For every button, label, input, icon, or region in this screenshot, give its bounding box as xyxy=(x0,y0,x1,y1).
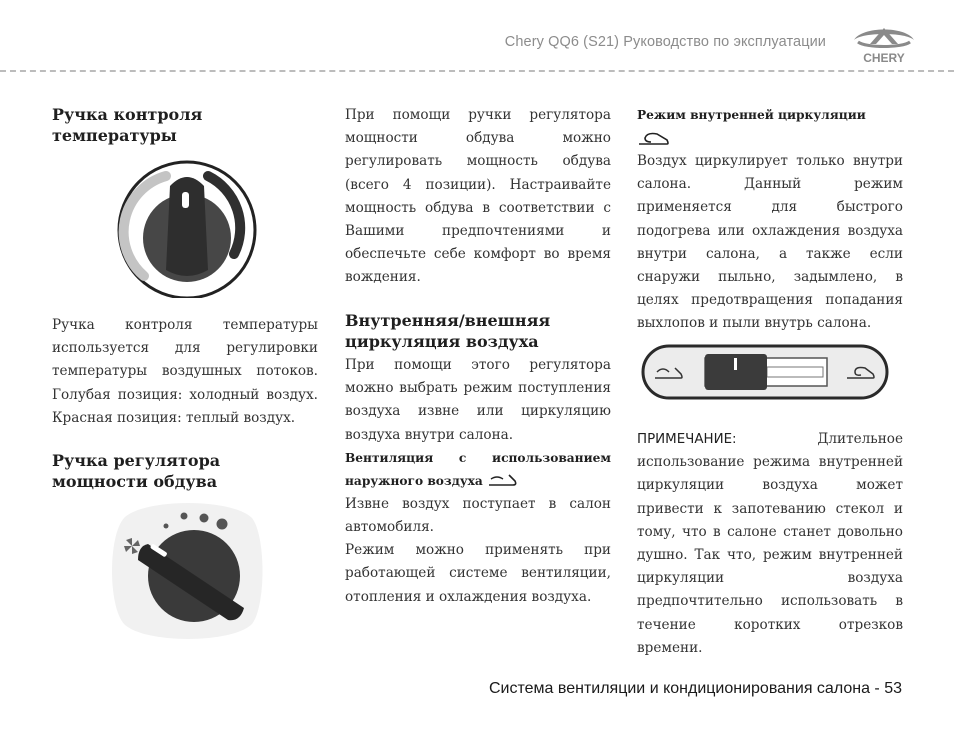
note-text: Длительное использование режима внутренней циркуляции воздуха может привести к запотеванию стекол и тому, что в салоне станет довольно душно. Так что, режим внутренней циркуляции воздуха предпочтительно использовать в течение коротких отрезков времени. xyxy=(637,431,903,656)
column-left xyxy=(52,104,318,146)
header-divider xyxy=(0,70,954,72)
temp-knob-description: Ручка контроля температуры используется для регулировки температуры воздушных потоков. Голубая позиция: холодный воздух. Красная позиция: теплый воздух. xyxy=(52,317,318,426)
note-section xyxy=(637,428,903,660)
note-label: ПРИМЕЧАНИЕ: xyxy=(637,432,737,447)
fan-knob-description: При помощи ручки регулятора мощности обдува можно регулировать мощность обдува (всего 4 позиции). Настраивайте мощность обдува в соответствии с Вашими предпочтениями и обеспечьте себе комфорт во время вождения. xyxy=(345,107,611,286)
column-right xyxy=(637,104,903,336)
circulation-heading: Внутренняя/внешняя циркуляция воздуха xyxy=(345,311,551,351)
outside-air-icon xyxy=(487,473,519,489)
circulation-section xyxy=(345,310,611,609)
outside-air-heading: Вентиляция с использованием наружного воздуха xyxy=(345,450,611,488)
header-title: Chery QQ6 (S21) Руководство по эксплуатации xyxy=(504,34,826,50)
circulation-description: При помощи этого регулятора можно выбрать режим поступления воздуха извне или циркуляцию воздуха внутри салона. xyxy=(345,357,611,443)
logo-text: CHERY xyxy=(863,51,905,65)
outside-air-text-2: Режим можно применять при работающей системе вентиляции, отопления и охлаждения воздуха. xyxy=(345,542,611,605)
fan-knob-heading: Ручка регулятора мощности обдува xyxy=(52,451,221,491)
recirculation-description: Воздух циркулирует только внутри салона. Данный режим применяется для быстрого подогрева или охлаждения воздуха внутри салона, а также если снаружи пыльно, задымлено, в целях предотвращения попадания выхлопов и пыли внутрь салона. xyxy=(637,153,903,332)
fan-knob-icon xyxy=(104,496,270,646)
temp-knob-heading: Ручка контроля температуры xyxy=(52,105,203,145)
recirculation-heading: Режим внутренней циркуляции xyxy=(637,104,903,150)
outside-air-text-1: Извне воздух поступает в салон автомобиля. xyxy=(345,495,611,536)
recirculation-icon xyxy=(637,130,671,148)
page-footer: Система вентиляции и кондиционирования салона - 53 xyxy=(489,680,902,697)
fan-knob-heading-block xyxy=(52,450,318,492)
chery-logo-icon xyxy=(848,24,920,66)
temperature-knob-icon xyxy=(108,158,266,298)
column-middle xyxy=(345,104,611,290)
recirculation-slider-icon xyxy=(641,344,889,400)
